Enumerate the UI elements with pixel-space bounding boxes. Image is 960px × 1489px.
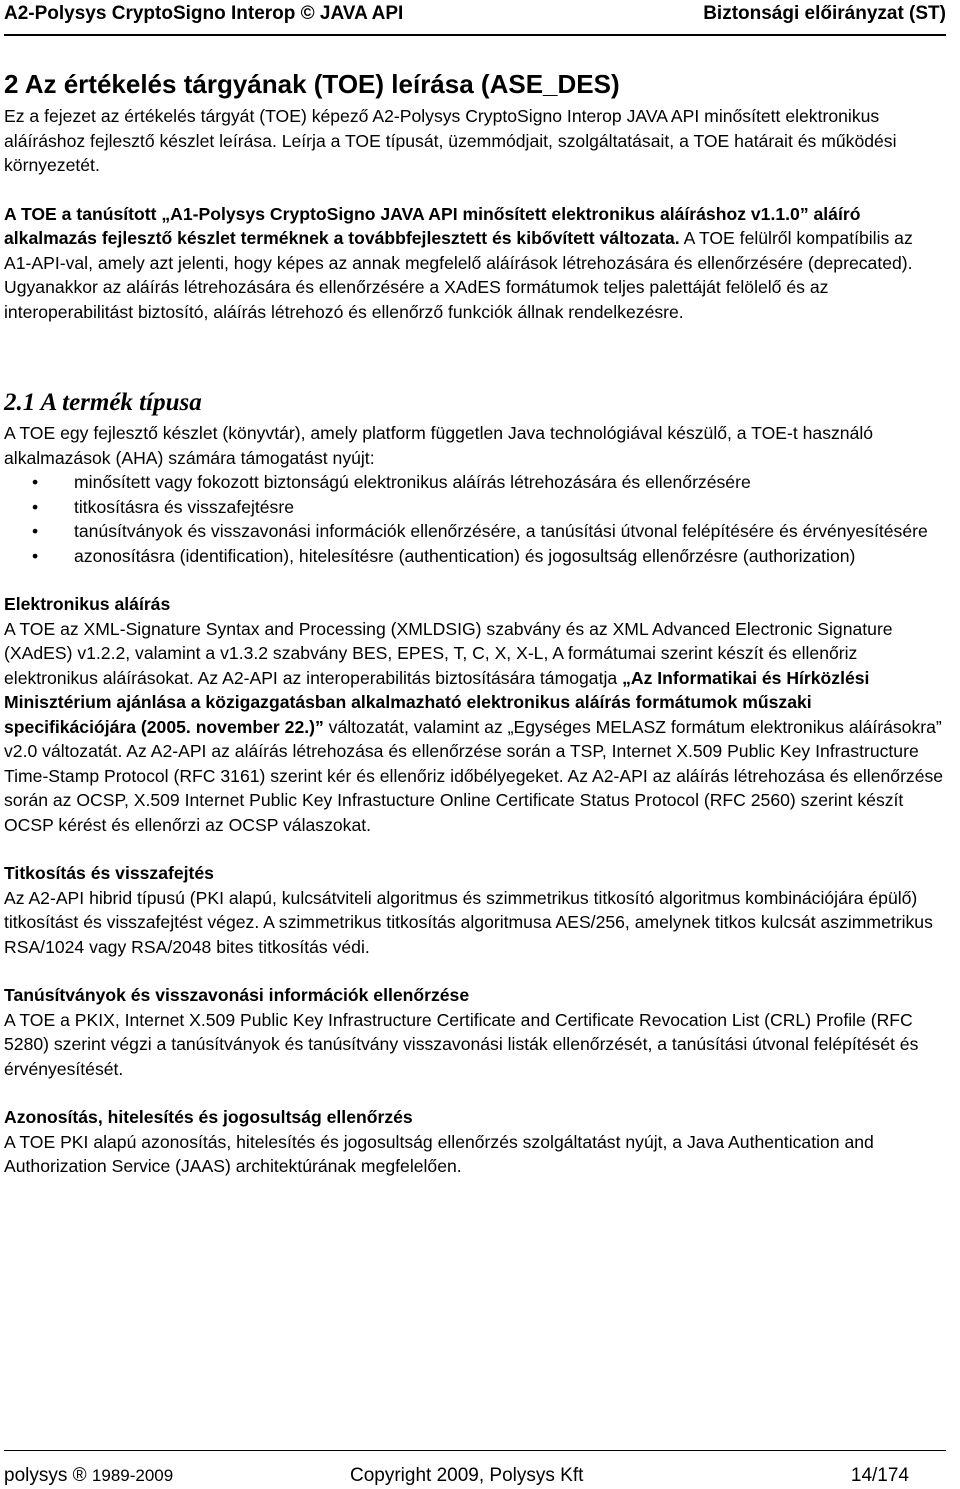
section-intro-paragraph: A TOE egy fejlesztő készlet (könyvtár), amely platform független Java technológiával készülő, a TOE-t használó alkalmazások (AHA) számára támogatást nyújt: bbox=[4, 423, 874, 468]
footer-copyright: Copyright 2009, Polysys Kft bbox=[350, 1465, 584, 1486]
subsection-title: Tanúsítványok és visszavonási információk ellenőrzése bbox=[4, 985, 470, 1005]
section-title: 2.1 A termék típusa bbox=[4, 389, 202, 416]
footer-divider bbox=[4, 1450, 946, 1451]
footer-company-years: 1989-2009 bbox=[91, 1466, 174, 1485]
list-item bbox=[4, 495, 944, 520]
page-content bbox=[4, 66, 944, 1203]
list-item-text: minősített vagy fokozott biztonságú elektronikus aláírás létrehozására és ellenőrzésére bbox=[74, 472, 751, 492]
subsection-authentication bbox=[4, 1105, 944, 1179]
subsection-certificate-validation bbox=[4, 983, 944, 1081]
list-item-text: titkosításra és visszafejtésre bbox=[74, 496, 294, 517]
list-item bbox=[4, 544, 944, 569]
chapter-title: 2 Az értékelés tárgyának (TOE) leírása (ASE_DES) bbox=[4, 69, 620, 99]
subsection-body: A TOE PKI alapú azonosítás, hitelesítés és jogosultság ellenőrzés szolgáltatást nyújt, a Java Authentication and Authorization Service (JAAS) architektúrának megfelelően. bbox=[4, 1131, 874, 1176]
page-footer bbox=[4, 1463, 909, 1489]
subsection-title: Azonosítás, hitelesítés és jogosultság ellenőrzés bbox=[4, 1107, 413, 1127]
footer-company-name: polysys ® bbox=[4, 1465, 87, 1486]
subsection-body-bold: „Az Informatikai és Hírközlési Minisztérium ajánlása a közigazgatásban alkalmazható elektronikus aláírás formátumok műszaki specifikációjára (2005. november 22.)” bbox=[4, 667, 870, 737]
toe-description-bold: A TOE a tanúsított „A1-Polysys CryptoSigno JAVA API minősített elektronikus aláíráshoz v1.1.0” aláíró alkalmazás fejlesztő készlet terméknek a továbbfejlesztett és kibővített változata. bbox=[4, 203, 861, 248]
header-divider bbox=[4, 34, 946, 36]
subsection-title: Elektronikus aláírás bbox=[4, 594, 171, 614]
toe-description-paragraph bbox=[4, 202, 944, 325]
subsection-title: Titkosítás és visszafejtés bbox=[4, 863, 214, 883]
list-item bbox=[4, 519, 944, 544]
bullet-icon: • bbox=[32, 521, 39, 541]
footer-company bbox=[4, 1463, 173, 1489]
subsection-body-text: A TOE az XML-Signature Syntax and Processing (XMLDSIG) szabvány és az XML Advanced Electronic Signature (XAdES) v1.2.2, valamint a v1.3.2 szabvány BES, EPES, T, C, X, X-L, A formátumai szerint készít és ellenőriz elektronikus aláírásokat. Az A2-API az interoperabilitás biztosítására támogatja bbox=[4, 618, 893, 688]
subsection-body: Az A2-API hibrid típusú (PKI alapú, kulcsátviteli algoritmus és szimmetrikus titkosító algoritmus kombinációjára épülő) titkosítást és visszafejtést végez. A szimmetrikus titkosítás algoritmusa AES/256, amelynek titkos kulcsát aszimmetrikus RSA/1024 vagy RSA/2048 bites titkosítás védi. bbox=[4, 887, 933, 957]
feature-list bbox=[4, 470, 944, 568]
page-number: 14/174 bbox=[850, 1465, 909, 1486]
toe-description-rest: A TOE felülről kompatíbilis az A1-API-val, amely azt jelenti, hogy képes az annak megfelelő aláírások létrehozására és ellenőrzésére (deprecated). Ugyanakkor az aláírás létrehozására és ellenőrzésére a XAdES formátumok teljes palettáját felölelő és az interoperabilitást biztosító, aláírás létrehozó és ellenőrző funkciók állnak rendelkezésre. bbox=[4, 228, 913, 322]
subsection-encryption bbox=[4, 861, 944, 959]
subsection-body bbox=[4, 617, 944, 838]
header-right-title: Biztonsági előirányzat (ST) bbox=[703, 3, 946, 24]
subsection-body-text: változatát, valamint az „Egységes MELASZ formátum elektronikus aláírásokra” v2.0 változatát. Az A2-API az aláírás létrehozása és ellenőrzése során a TSP, Internet X.509 Public Key Infrastructure Time-Stamp Protocol (RFC 3161) szerint kér és ellenőriz időbélyegeket. Az A2-API az aláírás létrehozása és ellenőrzése során az OCSP, X.509 Internet Public Key Infrastucture Online Certificate Status Protocol (RFC 2560) szerint készít OCSP kérést és ellenőrzi az OCSP válaszokat. bbox=[4, 716, 944, 835]
list-item-text: azonosításra (identification), hitelesítésre (authentication) és jogosultság ellenőrzésre (authorization) bbox=[74, 545, 856, 566]
list-item bbox=[4, 470, 944, 495]
page-header bbox=[4, 2, 946, 30]
subsection-electronic-signature bbox=[4, 592, 944, 837]
bullet-icon: • bbox=[32, 545, 39, 566]
chapter-intro-paragraph: Ez a fejezet az értékelés tárgyát (TOE) képező A2-Polysys CryptoSigno Interop JAVA API minősített elektronikus aláíráshoz fejlesztő készlet leírása. Leírja a TOE típusát, üzemmódjait, szolgáltatásait, a TOE határait és működési környezetét. bbox=[4, 106, 897, 175]
bullet-icon: • bbox=[32, 472, 39, 492]
subsection-body: A TOE a PKIX, Internet X.509 Public Key Infrastructure Certificate and Certificate Revocation List (CRL) Profile (RFC 5280) szerint végzi a tanúsítványok és tanúsítvány visszavonási listák ellenőrzését, a tanúsítási útvonal felépítését és érvényesítését. bbox=[4, 1009, 919, 1079]
header-left-title: A2-Polysys CryptoSigno Interop © JAVA API bbox=[4, 3, 404, 24]
list-item-text: tanúsítványok és visszavonási információk ellenőrzésére, a tanúsítási útvonal felépítésére és érvényesítésére bbox=[74, 521, 928, 541]
bullet-icon: • bbox=[32, 496, 39, 517]
